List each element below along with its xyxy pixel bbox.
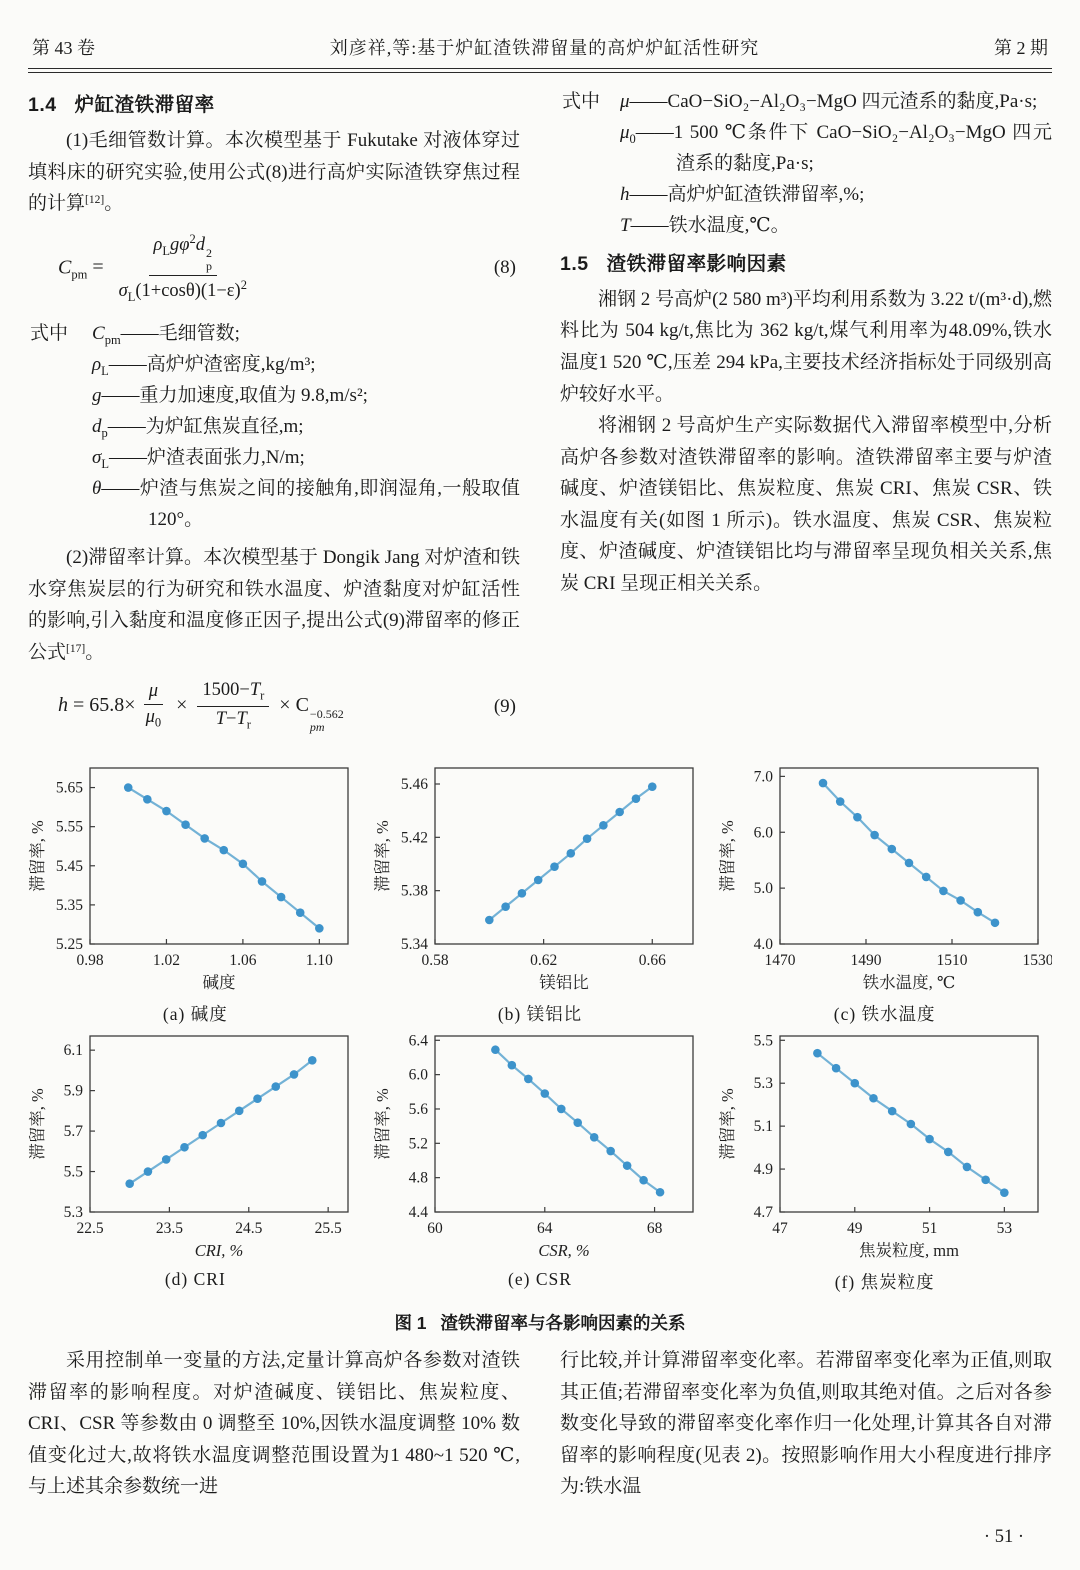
svg-text:47: 47 <box>771 1220 788 1238</box>
svg-text:5.5: 5.5 <box>63 1163 84 1181</box>
running-title: 刘彦祥,等:基于炉缸渣铁滞留量的高炉炉缸活性研究 <box>329 38 760 58</box>
svg-text:焦炭粒度, mm: 焦炭粒度, mm <box>858 1241 959 1261</box>
figure-1-caption: 图 1 渣铁滞留率与各影响因素的关系 <box>394 1313 686 1334</box>
chart-iron-temperature-plot <box>717 758 1052 999</box>
svg-text:滞留率, %: 滞留率, % <box>717 820 737 893</box>
svg-text:5.35: 5.35 <box>56 897 84 915</box>
chart-csr <box>373 1026 708 1294</box>
reference-17: [17] <box>66 642 86 655</box>
issue-label: 第 2 期 <box>994 38 1048 58</box>
chart-coke-size <box>717 1026 1052 1294</box>
chart-caption-f: (f) 焦炭粒度 <box>834 1272 935 1293</box>
svg-text:5.3: 5.3 <box>753 1075 773 1093</box>
svg-text:25.5: 25.5 <box>314 1220 343 1238</box>
svg-text:1510: 1510 <box>936 952 968 970</box>
svg-text:4.9: 4.9 <box>753 1161 773 1179</box>
chart-coke-size-plot <box>717 1026 1052 1267</box>
svg-text:1.06: 1.06 <box>229 952 257 970</box>
svg-text:铁水温度, ℃: 铁水温度, ℃ <box>862 973 956 993</box>
paragraph-retention-calc: (2)滞留率计算。本次模型基于 Dongik Jang 对炉渣和铁水穿焦炭层的行为研究和铁水温度、炉渣黏度对炉缸活性的影响,引入黏度和温度修正因子,提出公式(9)滞留率的修正公式[17]。 <box>28 547 520 663</box>
svg-text:5.46: 5.46 <box>400 776 428 794</box>
definition-item: μ——CaO−SiO₂−Al₂O₃−MgO 四元渣系的黏度,Pa·s; <box>620 91 1038 112</box>
definition-item: $\rho_L——$高炉炉渣密度,kg/m³; <box>92 354 316 378</box>
svg-text:1470: 1470 <box>764 952 796 970</box>
svg-text:0.66: 0.66 <box>638 952 666 970</box>
svg-text:1.02: 1.02 <box>153 952 181 970</box>
left-column <box>28 87 520 748</box>
definition-item: $\mu_0——1$ 500 ℃条件下 CaO−SiO₂−Al₂O₃−MgO 四元渣系的黏度,Pa·s; <box>620 122 1052 175</box>
definition-item: h——高炉炉缸渣铁滞留率,%; <box>620 183 865 205</box>
svg-text:6.1: 6.1 <box>63 1042 84 1060</box>
chart-csr-plot <box>373 1026 708 1267</box>
chart-mg-al-ratio-plot <box>373 758 708 999</box>
svg-text:5.42: 5.42 <box>400 829 428 847</box>
svg-text:5.55: 5.55 <box>56 818 84 836</box>
section-heading-1-5: 1.5 渣铁滞留率影响因素 <box>560 252 787 275</box>
chart-caption-a: (a) 碱度 <box>162 1004 228 1025</box>
definition-item: $\sigma_L——$炉渣表面张力,N/m; <box>92 447 305 471</box>
svg-text:4.4: 4.4 <box>408 1204 428 1222</box>
figure-1-grid <box>28 758 1052 1294</box>
svg-text:CSR, %: CSR, % <box>538 1241 590 1261</box>
svg-text:4.8: 4.8 <box>408 1169 428 1187</box>
paragraph-bottom-right: 行比较,并计算滞留率变化率。若滞留率变化率为正值,则取其正值;若滞留率变化率为负值,则取其绝对值。之后对各参数变化导致的滞留率变化率作归一化处理,计算其各自对滞留率的影响程度(见表 2)。按照影响作用大小程度进行排序为:铁水温 <box>560 1350 1052 1498</box>
svg-text:5.38: 5.38 <box>400 882 428 900</box>
paragraph-furnace-stats: 湘钢 2 号高炉(2 580 m³)平均利用系数为 3.22 t/(m³·d),燃料比为 504 kg/t,焦比为 362 kg/t,煤气利用率为48.09%,铁水温度1 520 ℃,压差 294 kPa,主要技术经济指标处于同级别高炉较好水平。 <box>560 288 1052 405</box>
chart-cri-plot <box>28 1026 363 1267</box>
svg-text:碱度: 碱度 <box>202 973 236 993</box>
chart-caption-c: (c) 铁水温度 <box>833 1004 936 1025</box>
right-column <box>560 87 1052 748</box>
formula-8: $C_{pm}$ = $\rho_Lg\varphi^2d$ 2 p $\sigma_L(1+\cos\theta)(1-\varepsilon)^2$ (8) <box>58 232 520 305</box>
equation-number-9: (9) <box>493 696 516 718</box>
svg-text:68: 68 <box>646 1220 663 1238</box>
page-number: · 51 · <box>983 1527 1024 1547</box>
svg-text:镁铝比: 镁铝比 <box>539 973 589 993</box>
definition-item: T——铁水温度,℃。 <box>620 214 790 236</box>
svg-text:1490: 1490 <box>850 952 882 970</box>
section-heading-1-4: 1.4 炉缸渣铁滞留率 <box>28 94 215 116</box>
svg-text:5.0: 5.0 <box>753 880 773 898</box>
formula-9: h = 65.8× $\frac{\mu}{\mu_0}$ × $\frac{1500-T_r}{T-T_r}$ × C −0.562 pm (9) <box>58 680 520 734</box>
svg-text:64: 64 <box>537 1220 553 1238</box>
svg-text:5.6: 5.6 <box>408 1101 428 1119</box>
chart-basicity-plot <box>28 758 363 999</box>
paragraph-capillary: (1)毛细管数计算。本次模型基于 Fukutake 对液体穿过填料床的研究实验,使用公式(8)进行高炉实际渣铁穿焦过程的计算[12]。 <box>28 130 520 215</box>
svg-text:6.4: 6.4 <box>408 1032 428 1050</box>
svg-text:1.10: 1.10 <box>306 952 334 970</box>
chart-cri <box>28 1026 363 1294</box>
svg-text:5.1: 5.1 <box>753 1118 773 1136</box>
equation-number-8: (8) <box>493 257 516 279</box>
svg-text:5.5: 5.5 <box>753 1032 773 1050</box>
chart-iron-temperature <box>717 758 1052 1026</box>
formula-9-definitions: 式中 μ——CaO−SiO₂−Al₂O₃−MgO 四元渣系的黏度,Pa·s; $\mu_0——1$ 500 ℃条件下 CaO−SiO₂−Al₂O₃−MgO 四元渣系的黏度,Pa·s; h——高炉炉缸渣铁滞留率,%; T——铁水温度,℃。 <box>560 87 1052 242</box>
svg-text:滞留率, %: 滞留率, % <box>372 820 392 893</box>
svg-text:0.58: 0.58 <box>421 952 449 970</box>
svg-text:24.5: 24.5 <box>235 1220 263 1238</box>
volume-label: 第 43 卷 <box>32 38 95 58</box>
svg-text:7.0: 7.0 <box>753 768 773 786</box>
page-header <box>28 30 1052 60</box>
svg-text:4.7: 4.7 <box>753 1204 773 1222</box>
svg-text:5.34: 5.34 <box>400 936 428 954</box>
svg-text:0.62: 0.62 <box>530 952 558 970</box>
svg-text:60: 60 <box>427 1220 443 1238</box>
svg-text:5.9: 5.9 <box>63 1082 84 1100</box>
header-rule <box>28 68 1052 73</box>
svg-text:5.45: 5.45 <box>56 858 84 876</box>
definition-item: $d_p——$为炉缸焦炭直径,m; <box>92 416 304 440</box>
svg-text:滞留率, %: 滞留率, % <box>28 820 48 893</box>
svg-text:53: 53 <box>996 1220 1012 1238</box>
chart-basicity <box>28 758 363 1026</box>
svg-text:6.0: 6.0 <box>408 1066 428 1084</box>
svg-text:5.3: 5.3 <box>63 1204 84 1222</box>
chart-caption-b: (b) 镁铝比 <box>497 1004 583 1025</box>
svg-text:CRI, %: CRI, % <box>195 1241 244 1261</box>
svg-text:滞留率, %: 滞留率, % <box>717 1088 737 1161</box>
definition-item: $C_{pm}——$毛细管数; <box>92 322 240 347</box>
chart-mg-al-ratio <box>373 758 708 1026</box>
svg-text:5.65: 5.65 <box>56 779 84 797</box>
svg-text:4.0: 4.0 <box>753 936 773 954</box>
definition-item: g——重力加速度,取值为 9.8,m/s²; <box>92 385 368 407</box>
formula-8-definitions: 式中 $C_{pm}——$毛细管数; $\rho_L——$高炉炉渣密度,kg/m³; g——重力加速度,取值为 9.8,m/s²; $d_p——$为炉缸焦炭直径,m; $\sigma_L——$炉渣表面张力,N/m; θ——炉渣与焦炭之间的接触角,即润湿角,一般取值 120°。 <box>28 319 520 536</box>
svg-text:23.5: 23.5 <box>156 1220 184 1238</box>
paragraph-bottom-left: 采用控制单一变量的方法,定量计算高炉各参数对渣铁滞留率的影响程度。对炉渣碱度、镁铝比、焦炭粒度、CRI、CSR 等参数由 0 调整至 10%,因铁水温度调整 10% 数值变化过大,故将铁水温度调整范围设置为1 480~1 520 ℃,与上述其余参数统一进 <box>28 1350 520 1498</box>
svg-text:5.7: 5.7 <box>63 1123 84 1141</box>
svg-text:5.2: 5.2 <box>408 1135 428 1153</box>
svg-text:滞留率, %: 滞留率, % <box>372 1088 392 1161</box>
paragraph-influence-factors: 将湘钢 2 号高炉生产实际数据代入滞留率模型中,分析高炉各参数对渣铁滞留率的影响。渣铁滞留率主要与炉渣碱度、炉渣镁铝比、焦炭粒度、焦炭 CRI、焦炭 CSR、铁水温度有关(如图 1 所示)。铁水温度、焦炭 CSR、焦炭粒度、炉渣碱度、炉渣镁铝比均与滞留率呈现负相关关系,焦炭 CRI 呈现正相关关系。 <box>560 415 1052 594</box>
svg-text:滞留率, %: 滞留率, % <box>28 1088 48 1161</box>
svg-text:51: 51 <box>921 1220 937 1238</box>
svg-text:5.25: 5.25 <box>56 936 84 954</box>
reference-12: [12] <box>85 194 105 207</box>
chart-caption-d: (d) CRI <box>164 1269 226 1290</box>
chart-caption-e: (e) CSR <box>508 1269 572 1290</box>
definition-item: θ——炉渣与焦炭之间的接触角,即润湿角,一般取值 120°。 <box>92 478 520 531</box>
svg-text:0.98: 0.98 <box>76 952 104 970</box>
svg-text:22.5: 22.5 <box>76 1220 104 1238</box>
svg-text:6.0: 6.0 <box>753 824 773 842</box>
svg-text:49: 49 <box>846 1220 863 1238</box>
svg-text:1530: 1530 <box>1022 952 1052 970</box>
